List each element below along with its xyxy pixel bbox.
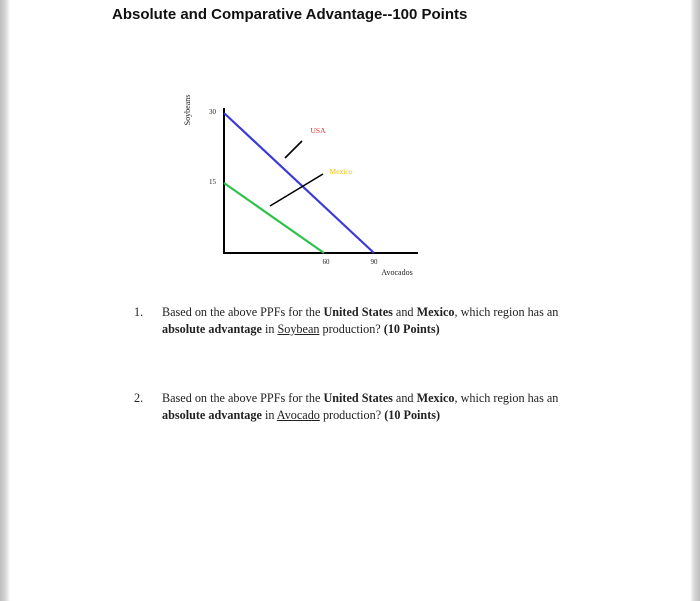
mexico-pointer-arrow (270, 174, 323, 206)
usa-pointer-arrow (285, 141, 302, 158)
q1-text-1: Based on the above PPFs for the (162, 305, 324, 319)
question-1-text (162, 304, 602, 338)
q1-bold-us: United States (323, 305, 393, 319)
q2-bold-us: United States (323, 391, 393, 405)
document-title: Absolute and Comparative Advantage--100 Points (112, 6, 468, 23)
question-2-number: 2. (134, 391, 144, 405)
q2-underline-avocado: Avocado (276, 408, 320, 422)
x-tick-label-60: 60 (322, 258, 330, 266)
x-axis-label: Avocados (381, 268, 413, 277)
q1-text-5: production? (319, 322, 384, 336)
q2-text-5: production? (319, 408, 385, 422)
q2-points: (10 Points) (384, 408, 441, 422)
series-line-usa (224, 113, 374, 253)
q2-bold-absolute: absolute advantage (162, 408, 262, 422)
question-1-number: 1. (134, 305, 144, 319)
q2-text-3: , which region has an (454, 391, 559, 405)
q2-bold-mexico: Mexico (416, 391, 455, 405)
series-label-usa: USA (310, 126, 326, 135)
q1-text-2: and (392, 305, 417, 319)
y-axis-label: Soybeans (183, 94, 192, 126)
series-label-mexico: Mexico (329, 167, 353, 176)
q2-text-1: Based on the above PPFs for the (162, 391, 324, 405)
q2-text-4: in (261, 408, 277, 422)
q1-bold-mexico: Mexico (416, 305, 455, 319)
q1-text-3: , which region has an (454, 305, 559, 319)
q1-bold-absolute: absolute advantage (162, 322, 262, 336)
ppf-chart (12, 0, 688, 290)
question-2-text (162, 390, 602, 424)
q2-text-2: and (392, 391, 417, 405)
q1-points: (10 Points) (383, 322, 440, 336)
q1-underline-soybean: Soybean (277, 322, 320, 336)
document-page (12, 0, 688, 601)
q1-text-4: in (261, 322, 278, 336)
y-tick-label-30: 30 (209, 108, 216, 116)
y-tick-label-15: 15 (209, 178, 216, 186)
x-tick-label-90: 90 (370, 258, 378, 266)
